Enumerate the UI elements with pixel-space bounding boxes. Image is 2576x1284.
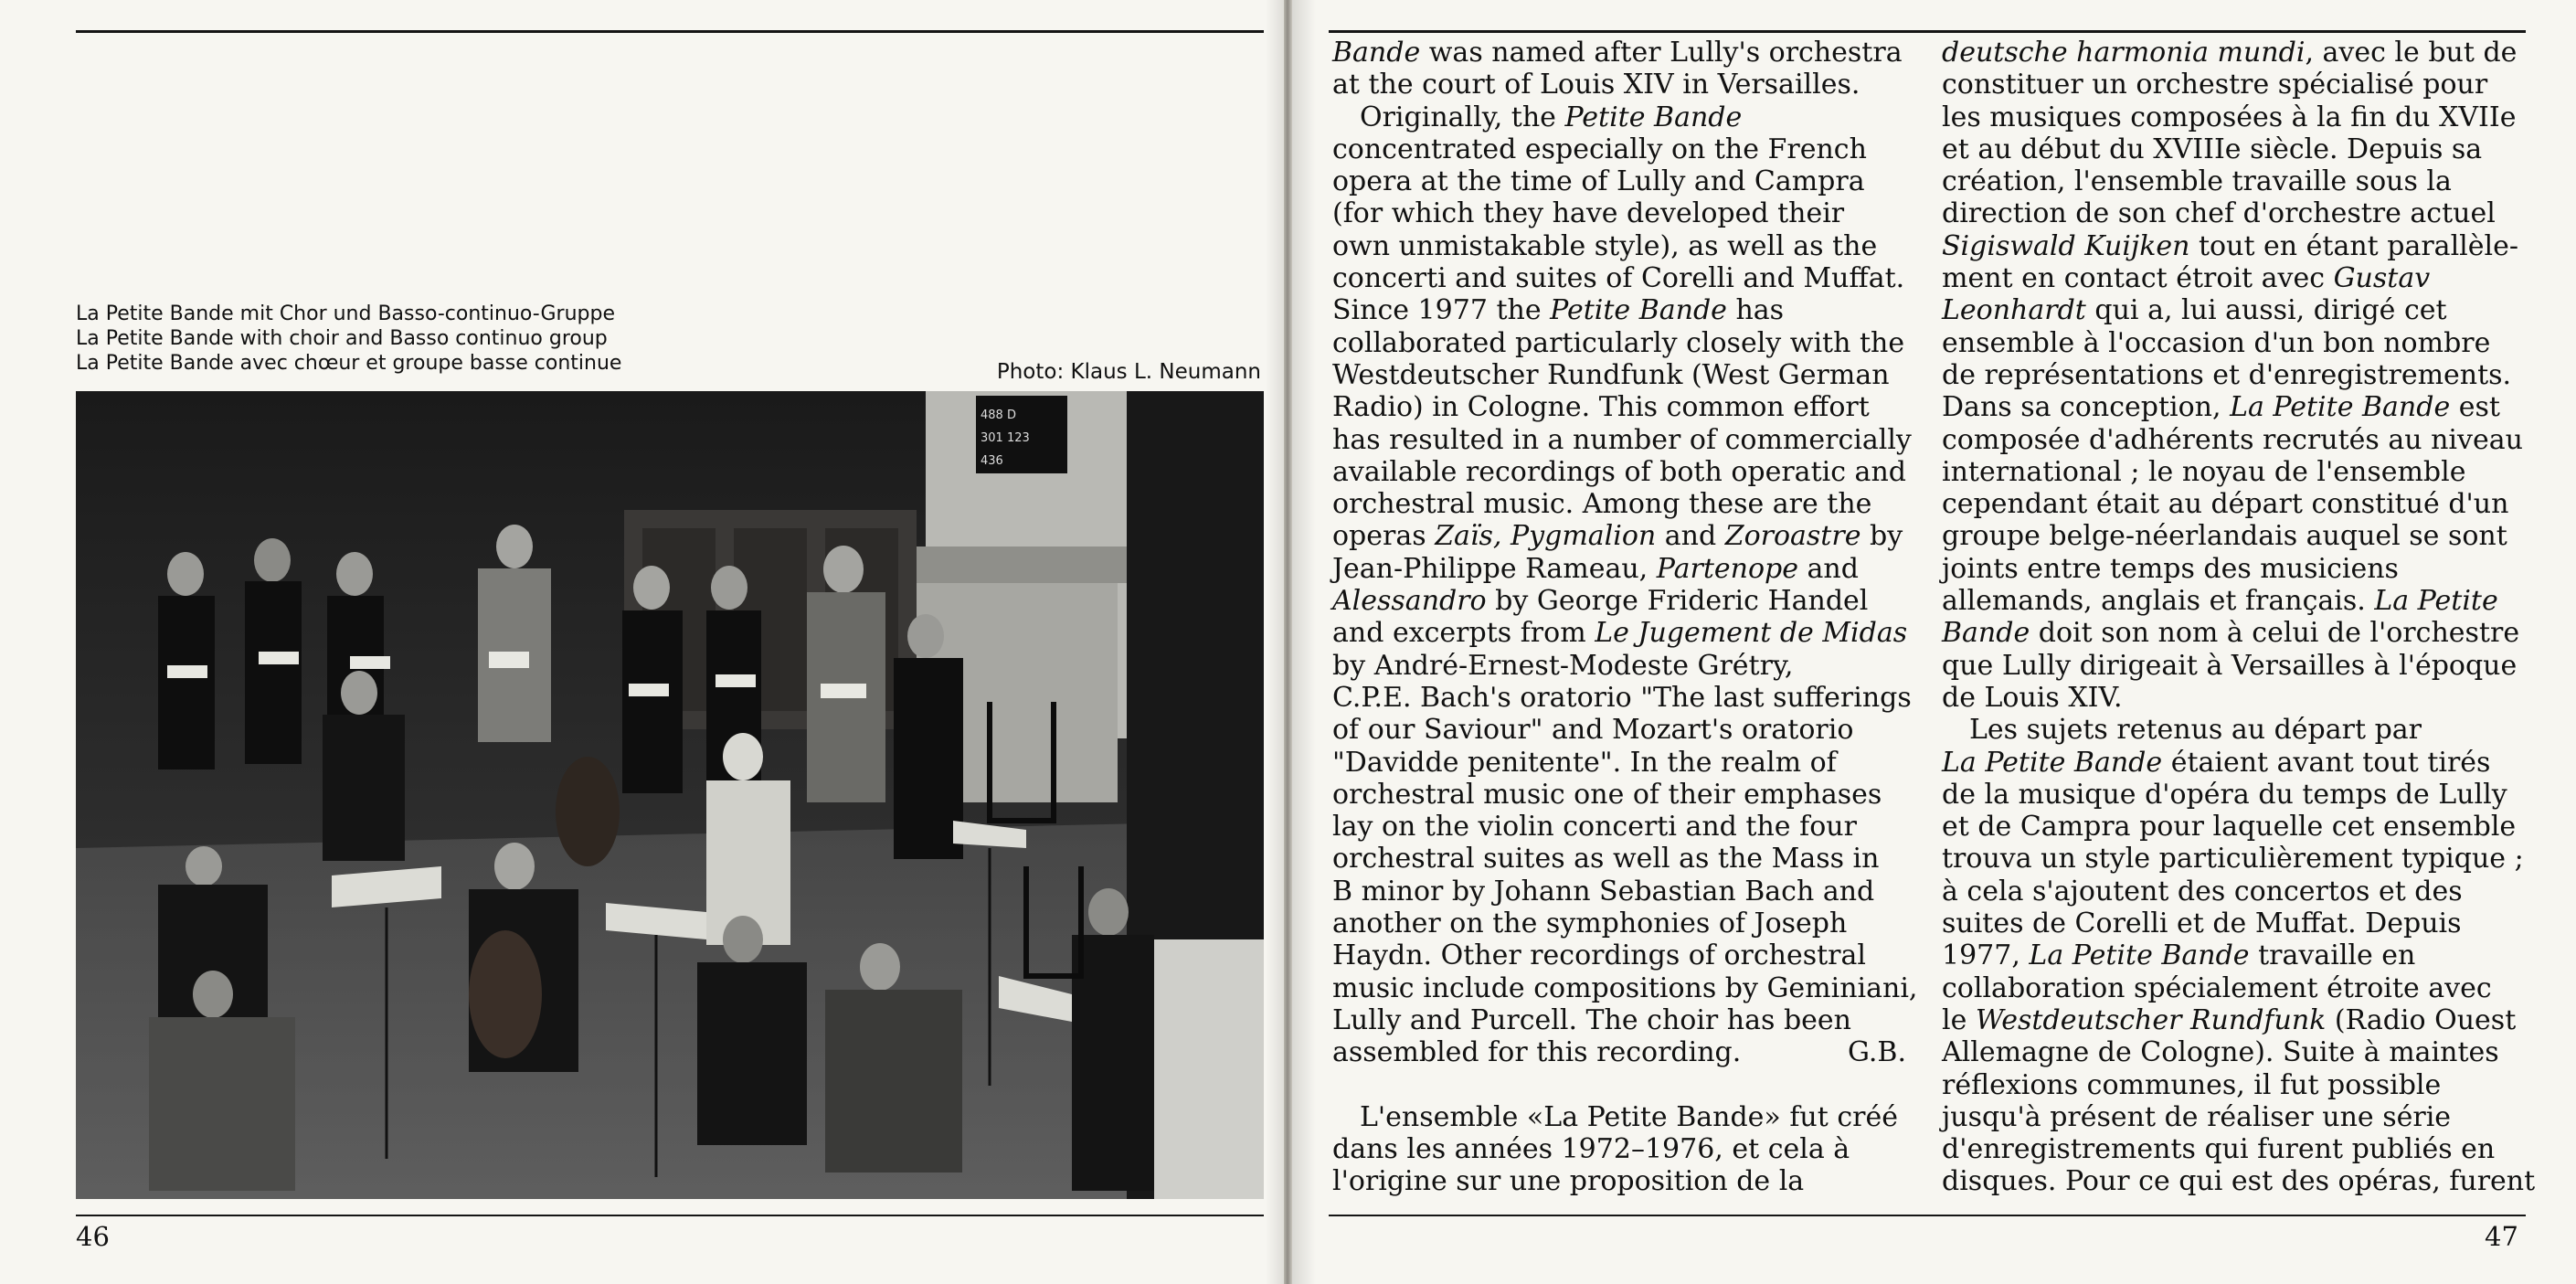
english-column [1332,37,1917,1197]
fr-line-19: Bande doit son nom à celui de l'orchestre [1942,617,2520,650]
en-em-bande: Bande [1332,37,1421,69]
fr-intro-line-1: L'ensemble «La Petite Bande» fut créé [1360,1100,1898,1133]
paragraph-gap [1332,1069,1917,1101]
fr-line-17: joints entre temps des musiciens [1942,552,2399,585]
fr-line-32: Allemagne de Cologne). Suite à maintes [1942,1036,2499,1069]
en-line-3: Originally, the Petite Bande [1360,101,1743,133]
fr-line-4: et au début du XVIIIe siècle. Depuis sa [1942,133,2483,165]
en-line-19: and excerpts from Le Jugement de Midas [1332,617,1908,650]
fr-line-1: deutsche harmonia mundi, avec le but de [1942,37,2518,69]
left-top-rule [76,30,1264,33]
caption-line-fr: La Petite Bande avec chœur et groupe basse continue [76,352,622,375]
fr-line-34: jusqu'à présent de réaliser une série [1942,1100,2452,1133]
fr-line-7: Sigiswald Kuijken tout en étant parallèle- [1942,229,2518,262]
fr-line-24: de la musique d'opéra du temps de Lully [1942,778,2507,811]
hymn-board-2: 301 123 [981,431,1030,445]
fr-line-30: collaboration spécialement étroite avec [1942,971,2492,1004]
en-em-petite-bande-1: Petite Bande [1564,101,1743,133]
en-line-24: orchestral music one of their emphases [1332,778,1882,811]
fr-line-20: que Lully dirigeait à Versailles à l'époque [1942,649,2518,682]
hymn-board-3: 436 [981,454,1003,468]
right-bottom-rule [1329,1215,2526,1216]
fr-line-8: ment en contact étroit avec Gustav [1942,262,2431,295]
hymn-board-1: 488 D [981,409,1016,422]
en-line-1: Bande was named after Lully's orchestra [1332,37,1903,69]
fr-line-18: allemands, anglais et français. La Petite [1942,585,2498,618]
fr-line-23: La Petite Bande étaient avant tout tirés [1942,746,2491,779]
left-page-number: 46 [76,1221,110,1252]
fr-line-33: réflexions communes, il fut possible [1942,1068,2442,1101]
en-line-21: C.P.E. Bach's oratorio "The last sufferings [1332,681,1912,714]
left-gutter-shadow [1266,0,1284,1284]
en-em-petite-bande-2: Petite Bande [1550,294,1727,327]
en-line-14: available recordings of both operatic and [1332,455,1906,488]
fr-line-28: suites de Corelli et de Muffat. Depuis [1942,907,2462,940]
en-line-16: operas Zaïs, Pygmalion and Zoroastre by [1332,520,1903,553]
en-line-12: Radio) in Cologne. This common effort [1332,391,1870,424]
en-line-17: Jean-Philippe Rameau, Partenope and [1332,552,1859,585]
left-bottom-rule [76,1215,1264,1216]
en-line-27: B minor by Johann Sebastian Bach and [1332,875,1875,907]
fr-line-31: le Westdeutscher Rundfunk (Radio Ouest [1942,1003,2517,1036]
photo-credit: Photo: Klaus L. Neumann [996,360,1261,384]
french-column [1942,37,2536,1198]
fr-intro-line-3: l'origine sur une proposition de la [1332,1165,1805,1198]
left-page [0,0,1284,1284]
fr-line-25: et de Campra pour laquelle cet ensemble [1942,811,2517,844]
fr-line-35: d'enregistrements qui furent publiés en [1942,1133,2496,1166]
fr-line-16: groupe belge-néerlandais auquel se sont [1942,520,2507,553]
en-line-10: collaborated particularly closely with the [1332,326,1905,359]
fr-line-21: de Louis XIV. [1942,681,2123,714]
fr-line-27: à cela s'ajoutent des concertos et des [1942,875,2463,907]
caption-line-de: La Petite Bande mit Chor und Basso-continuo-Gruppe [76,302,616,325]
en-line-28: another on the symphonies of Joseph [1332,907,1848,940]
en-line-2: at the court of Louis XIV in Versailles. [1332,69,1860,101]
en-line-22: of our Saviour" and Mozart's oratorio [1332,714,1854,747]
fr-line-22: Les sujets retenus au départ par [1969,714,2422,747]
fr-line-29: 1977, La Petite Bande travaille en [1942,939,2416,972]
fr-line-12: Dans sa conception, La Petite Bande est [1942,391,2500,424]
en-line-11: Westdeutscher Rundfunk (West German [1332,358,1890,391]
caption-line-en: La Petite Bande with choir and Basso continuo group [76,327,608,350]
en-line-26: orchestral suites as well as the Mass in [1332,843,1880,875]
right-gutter-shadow [1292,0,1316,1284]
fr-line-9: Leonhardt qui a, lui aussi, dirigé cet [1942,294,2447,327]
fr-line-5: création, l'ensemble travaille sous la [1942,165,2452,198]
fr-line-13: composée d'adhérents recrutés au niveau [1942,423,2523,456]
en-line-5: opera at the time of Lully and Campra [1332,165,1865,198]
en-line-31: Lully and Purcell. The choir has been [1332,1003,1851,1036]
ensemble-photo [76,391,1264,1199]
fr-line-10: ensemble à l'occasion d'un bon nombre [1942,326,2491,359]
fr-intro-line-2: dans les années 1972–1976, et cela à [1332,1132,1850,1165]
fr-line-2: constituer un orchestre spécialisé pour [1942,69,2488,101]
en-line-32: assembled for this recording. [1332,1036,1742,1069]
en-line-25: lay on the violin concerti and the four [1332,811,1857,844]
fr-line-3: les musiques composées à la fin du XVIIe [1942,101,2517,133]
en-line-15: orchestral music. Among these are the [1332,488,1872,521]
book-gutter [1284,0,1292,1284]
en-line-4: concentrated especially on the French [1332,133,1867,165]
en-line-29: Haydn. Other recordings of orchestral [1332,939,1867,972]
photo-caption [76,302,679,376]
fr-line-6: direction de son chef d'orchestre actuel [1942,197,2496,230]
en-line-13: has resulted in a number of commercially [1332,423,1912,456]
en-line-20: by André-Ernest-Modeste Grétry, [1332,649,1794,682]
fr-line-14: international ; le noyau de l'ensemble [1942,455,2466,488]
right-page-number: 47 [2485,1221,2518,1252]
en-line-23: "Davidde penitente". In the realm of [1332,746,1837,779]
en-line-7: own unmistakable style), as well as the [1332,229,1878,262]
en-line-9: Since 1977 the Petite Bande has [1332,294,1785,327]
author-signature: G.B. [1847,1036,1906,1069]
fr-line-11: de représentations et d'enregistrements. [1942,358,2512,391]
en-line-6: (for which they have developed their [1332,197,1845,230]
right-top-rule [1329,30,2526,33]
en-line-8: concerti and suites of Corelli and Muffat. [1332,262,1905,295]
fr-line-15: cependant était au départ constitué d'un [1942,488,2509,521]
en-line-18: Alessandro by George Frideric Handel [1332,585,1869,618]
fr-line-36: disques. Pour ce qui est des opéras, furent [1942,1165,2536,1198]
fr-line-26: trouva un style particulièrement typique ; [1942,843,2524,875]
en-line-30: music include compositions by Geminiani, [1332,971,1918,1004]
